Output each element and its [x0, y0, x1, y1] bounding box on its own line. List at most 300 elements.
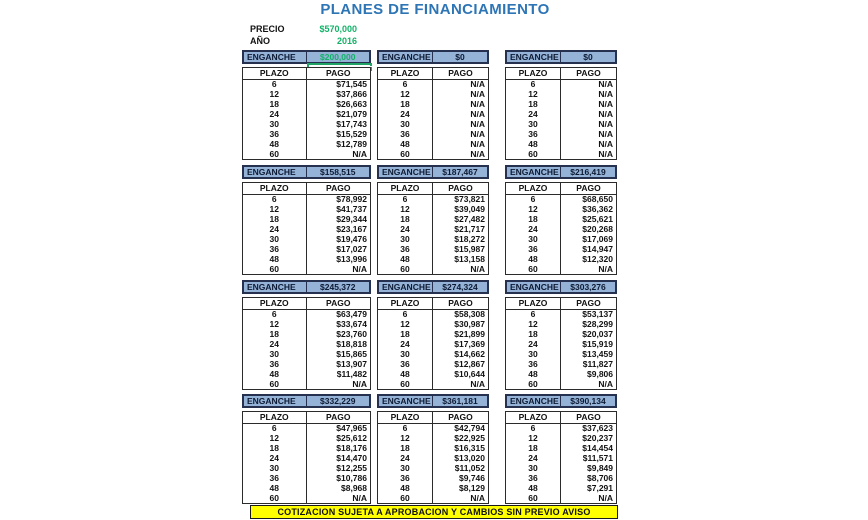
table-row [378, 350, 488, 360]
plazo-cell: 60 [378, 493, 433, 503]
table-row [506, 379, 616, 389]
plazo-header: PLAZO [506, 298, 561, 309]
table-row [378, 369, 488, 379]
table-row [378, 264, 488, 274]
table-row [506, 483, 616, 493]
enganche-label: ENGANCHE [379, 282, 433, 292]
payment-table [377, 297, 489, 390]
payment-table [242, 297, 371, 390]
pago-cell: $10,644 [454, 368, 485, 379]
pago-cell: $37,623 [582, 423, 613, 434]
disclaimer-banner: COTIZACION SUJETA A APROBACION Y CAMBIOS SIN PREVIO AVISO [250, 505, 618, 519]
enganche-amount: $187,467 [442, 167, 478, 177]
plazo-cell: 24 [243, 110, 307, 120]
table-row [506, 139, 616, 149]
table-row [378, 464, 488, 474]
table-row [243, 359, 370, 369]
pago-cell: N/A [470, 109, 485, 120]
pago-cell: N/A [598, 109, 613, 120]
plazo-cell: 18 [506, 330, 561, 340]
pago-cell: $68,650 [582, 194, 613, 205]
plazo-cell: 24 [506, 225, 561, 235]
pago-cell: $9,806 [587, 368, 613, 379]
plazo-header: PLAZO [378, 68, 433, 79]
plazo-cell: 18 [506, 444, 561, 454]
plazo-cell: 60 [506, 149, 561, 159]
plazo-cell: 18 [243, 215, 307, 225]
pago-cell: $11,571 [582, 453, 613, 464]
plazo-cell: 6 [378, 310, 433, 320]
enganche-amount: $332,229 [320, 396, 356, 406]
plazo-cell: 60 [378, 264, 433, 274]
plazo-cell: 48 [506, 254, 561, 264]
pago-cell: $29,344 [336, 214, 367, 225]
plazo-cell: 18 [506, 100, 561, 110]
table-row [243, 264, 370, 274]
pago-cell: $8,129 [459, 482, 485, 493]
plazo-cell: 48 [506, 369, 561, 379]
pago-cell: $12,255 [336, 462, 367, 473]
plazo-cell: 30 [506, 120, 561, 130]
pago-cell: $15,865 [336, 348, 367, 359]
plazo-header: PLAZO [378, 412, 433, 423]
payment-table [377, 182, 489, 275]
plazo-cell: 36 [378, 129, 433, 139]
pago-cell: $11,052 [454, 462, 485, 473]
plazo-cell: 48 [506, 483, 561, 493]
pago-cell: N/A [598, 89, 613, 100]
pago-cell: $20,268 [582, 224, 613, 235]
pago-cell: $36,362 [582, 204, 613, 215]
plazo-cell: 24 [506, 454, 561, 464]
plazo-cell: 36 [378, 473, 433, 483]
pago-cell: $17,369 [454, 339, 485, 350]
pago-cell: N/A [598, 148, 613, 159]
enganche-header [377, 394, 489, 408]
table-row [378, 244, 488, 254]
plazo-cell: 60 [243, 149, 307, 159]
pago-cell: N/A [470, 378, 485, 389]
plazo-cell: 48 [243, 483, 307, 493]
table-header-row [378, 412, 488, 424]
pago-cell: $20,237 [582, 433, 613, 444]
enganche-label: ENGANCHE [507, 282, 561, 292]
table-header-row [378, 68, 488, 80]
table-row [506, 244, 616, 254]
enganche-label: ENGANCHE [244, 167, 307, 177]
payment-table [377, 411, 489, 504]
pago-cell: $8,968 [341, 482, 367, 493]
table-row [243, 139, 370, 149]
enganche-header [377, 50, 489, 64]
pago-cell: N/A [598, 138, 613, 149]
enganche-amount: $390,134 [570, 396, 606, 406]
plazo-cell: 12 [506, 320, 561, 330]
plazo-cell: 60 [506, 379, 561, 389]
pago-cell: $15,529 [336, 128, 367, 139]
table-row [243, 149, 370, 159]
plazo-cell: 12 [243, 90, 307, 100]
enganche-header [242, 280, 371, 294]
pago-cell: $18,176 [336, 443, 367, 454]
table-row [243, 235, 370, 245]
pago-cell: $73,821 [454, 194, 485, 205]
pago-cell: N/A [352, 378, 367, 389]
table-header-row [378, 183, 488, 195]
table-row [378, 483, 488, 493]
plazo-cell: 24 [243, 225, 307, 235]
plazo-cell: 30 [378, 235, 433, 245]
plazo-cell: 36 [243, 359, 307, 369]
plazo-cell: 48 [506, 139, 561, 149]
table-header-row [506, 412, 616, 424]
pago-header: PAGO [326, 68, 351, 78]
pago-cell: $13,996 [336, 253, 367, 264]
pago-cell: $21,717 [454, 224, 485, 235]
enganche-label: ENGANCHE [379, 396, 433, 406]
pago-header: PAGO [326, 298, 351, 308]
pago-cell: $12,867 [454, 358, 485, 369]
enganche-amount: $274,324 [442, 282, 478, 292]
pago-cell: $21,899 [454, 329, 485, 340]
pago-cell: $9,746 [459, 472, 485, 483]
pago-cell: $17,743 [336, 118, 367, 129]
table-row [506, 493, 616, 503]
pago-cell: $9,849 [587, 462, 613, 473]
plazo-cell: 18 [378, 330, 433, 340]
plazo-cell: 12 [506, 205, 561, 215]
plazo-cell: 24 [378, 110, 433, 120]
table-header-row [243, 183, 370, 195]
pago-cell: $13,907 [336, 358, 367, 369]
plazo-cell: 36 [506, 129, 561, 139]
plazo-cell: 48 [243, 369, 307, 379]
table-row [506, 264, 616, 274]
plazo-cell: 60 [378, 379, 433, 389]
plazo-cell: 30 [378, 350, 433, 360]
pago-cell: $27,482 [454, 214, 485, 225]
pago-cell: $14,470 [336, 453, 367, 464]
plazo-cell: 30 [243, 235, 307, 245]
pago-header: PAGO [326, 412, 351, 422]
pago-cell: $39,049 [454, 204, 485, 215]
pago-cell: N/A [470, 128, 485, 139]
table-header-row [378, 298, 488, 310]
plazo-cell: 60 [243, 379, 307, 389]
pago-cell: N/A [352, 263, 367, 274]
plazo-cell: 24 [243, 454, 307, 464]
anio-label: AÑO [250, 36, 270, 46]
enganche-amount: $200,000 [320, 52, 356, 62]
table-row [506, 120, 616, 130]
pago-cell: N/A [470, 148, 485, 159]
plazo-cell: 48 [243, 254, 307, 264]
table-row [243, 464, 370, 474]
pago-header: PAGO [576, 298, 601, 308]
enganche-header [377, 280, 489, 294]
pago-cell: $23,167 [336, 224, 367, 235]
pago-cell: $37,866 [336, 89, 367, 100]
table-header-row [243, 68, 370, 80]
plazo-cell: 6 [243, 195, 307, 205]
table-row [243, 473, 370, 483]
plazo-cell: 24 [243, 340, 307, 350]
table-header-row [243, 298, 370, 310]
pago-cell: N/A [470, 263, 485, 274]
enganche-header [377, 165, 489, 179]
table-row [378, 254, 488, 264]
enganche-label: ENGANCHE [379, 52, 433, 62]
plazo-cell: 18 [378, 100, 433, 110]
pago-cell: $13,459 [582, 348, 613, 359]
table-row [243, 379, 370, 389]
table-header-row [506, 183, 616, 195]
pago-cell: $28,299 [582, 319, 613, 330]
enganche-amount: $361,181 [442, 396, 478, 406]
plan-table [505, 50, 617, 160]
pago-cell: $63,479 [336, 309, 367, 320]
pago-cell: $21,079 [336, 109, 367, 120]
plazo-cell: 18 [506, 215, 561, 225]
table-row [506, 235, 616, 245]
plazo-cell: 30 [506, 464, 561, 474]
pago-cell: N/A [470, 118, 485, 129]
pago-cell: $71,545 [336, 79, 367, 90]
plan-table [377, 50, 489, 160]
plazo-cell: 12 [243, 434, 307, 444]
plan-table [377, 280, 489, 390]
table-row [506, 129, 616, 139]
enganche-amount: $0 [455, 52, 465, 62]
payment-table [242, 411, 371, 504]
plazo-header: PLAZO [243, 298, 307, 309]
pago-cell: N/A [352, 148, 367, 159]
enganche-label: ENGANCHE [507, 167, 561, 177]
plan-table [242, 50, 371, 160]
plazo-cell: 48 [378, 254, 433, 264]
page-title: PLANES DE FINANCIAMIENTO [320, 1, 550, 18]
pago-cell: $33,674 [336, 319, 367, 330]
table-header-row [506, 298, 616, 310]
table-row [378, 139, 488, 149]
pago-cell: N/A [470, 89, 485, 100]
plazo-cell: 30 [378, 120, 433, 130]
precio-label: PRECIO [250, 24, 285, 34]
pago-cell: $41,737 [336, 204, 367, 215]
plazo-cell: 12 [378, 205, 433, 215]
enganche-header [505, 394, 617, 408]
pago-cell: $15,919 [582, 339, 613, 350]
pago-cell: $17,069 [582, 233, 613, 244]
enganche-amount: $158,515 [320, 167, 356, 177]
plazo-header: PLAZO [506, 412, 561, 423]
pago-cell: $23,760 [336, 329, 367, 340]
pago-header: PAGO [448, 298, 473, 308]
table-row [243, 120, 370, 130]
enganche-label: ENGANCHE [244, 282, 307, 292]
pago-cell: $8,706 [587, 472, 613, 483]
enganche-header [505, 280, 617, 294]
table-row [378, 493, 488, 503]
anio-value: 2016 [336, 36, 357, 46]
plazo-cell: 6 [243, 424, 307, 434]
pago-cell: N/A [598, 118, 613, 129]
plazo-cell: 30 [243, 120, 307, 130]
enganche-label: ENGANCHE [507, 52, 561, 62]
pago-cell: $78,992 [336, 194, 367, 205]
table-row [378, 235, 488, 245]
pago-cell: $53,137 [582, 309, 613, 320]
payment-table [242, 67, 371, 160]
table-row [506, 350, 616, 360]
enganche-label: ENGANCHE [379, 167, 433, 177]
table-row [506, 359, 616, 369]
enganche-header [505, 50, 617, 64]
table-row [378, 149, 488, 159]
plazo-cell: 36 [378, 359, 433, 369]
enganche-label: ENGANCHE [244, 52, 307, 62]
plazo-header: PLAZO [506, 183, 561, 194]
pago-header: PAGO [576, 183, 601, 193]
pago-cell: N/A [598, 378, 613, 389]
pago-cell: $19,476 [336, 233, 367, 244]
table-header-row [506, 68, 616, 80]
plazo-cell: 18 [243, 100, 307, 110]
plazo-cell: 36 [506, 359, 561, 369]
plan-table [505, 394, 617, 504]
plazo-header: PLAZO [243, 68, 307, 79]
table-row [506, 254, 616, 264]
plazo-cell: 24 [378, 225, 433, 235]
plazo-cell: 6 [378, 424, 433, 434]
plan-table [242, 165, 371, 275]
pago-cell: $17,027 [336, 243, 367, 254]
pago-header: PAGO [448, 183, 473, 193]
table-row [378, 359, 488, 369]
plazo-cell: 60 [506, 264, 561, 274]
pago-cell: N/A [470, 99, 485, 110]
payment-table [505, 67, 617, 160]
enganche-amount: $303,276 [570, 282, 606, 292]
pago-header: PAGO [576, 412, 601, 422]
plazo-cell: 18 [378, 215, 433, 225]
plazo-cell: 48 [378, 369, 433, 379]
pago-cell: $14,662 [454, 348, 485, 359]
plazo-cell: 30 [243, 464, 307, 474]
plazo-cell: 6 [243, 80, 307, 90]
enganche-header [242, 165, 371, 179]
plan-table [505, 165, 617, 275]
enganche-header [505, 165, 617, 179]
pago-cell: N/A [598, 79, 613, 90]
precio-value: $570,000 [319, 24, 357, 34]
table-header-row [243, 412, 370, 424]
pago-cell: $15,987 [454, 243, 485, 254]
table-row [243, 254, 370, 264]
pago-header: PAGO [448, 412, 473, 422]
pago-cell: $58,308 [454, 309, 485, 320]
pago-cell: $11,482 [336, 368, 367, 379]
plazo-cell: 6 [506, 424, 561, 434]
pago-cell: N/A [470, 492, 485, 503]
plazo-cell: 12 [378, 320, 433, 330]
pago-cell: $14,454 [582, 443, 613, 454]
plan-table [242, 280, 371, 390]
payment-table [505, 182, 617, 275]
payment-table [242, 182, 371, 275]
plazo-cell: 48 [378, 483, 433, 493]
pago-cell: $18,818 [336, 339, 367, 350]
plazo-cell: 12 [243, 205, 307, 215]
pago-cell: $42,794 [454, 423, 485, 434]
plazo-cell: 24 [506, 110, 561, 120]
plazo-cell: 60 [378, 149, 433, 159]
plazo-header: PLAZO [378, 183, 433, 194]
enganche-amount: $0 [583, 52, 593, 62]
pago-cell: $22,925 [454, 433, 485, 444]
pago-header: PAGO [448, 68, 473, 78]
table-row [506, 369, 616, 379]
plazo-cell: 30 [243, 350, 307, 360]
table-row [243, 493, 370, 503]
plazo-cell: 6 [506, 80, 561, 90]
plazo-cell: 24 [378, 340, 433, 350]
plazo-cell: 18 [243, 330, 307, 340]
pago-cell: $25,621 [582, 214, 613, 225]
pago-cell: $12,789 [336, 138, 367, 149]
plazo-cell: 36 [243, 473, 307, 483]
plazo-cell: 24 [378, 454, 433, 464]
plazo-header: PLAZO [506, 68, 561, 79]
pago-cell: $12,320 [582, 253, 613, 264]
pago-cell: $10,786 [336, 472, 367, 483]
plazo-cell: 30 [378, 464, 433, 474]
plazo-cell: 36 [506, 244, 561, 254]
pago-header: PAGO [576, 68, 601, 78]
plazo-header: PLAZO [378, 298, 433, 309]
plan-table [377, 165, 489, 275]
payment-table [505, 297, 617, 390]
pago-cell: N/A [598, 492, 613, 503]
plazo-cell: 6 [378, 195, 433, 205]
enganche-amount: $216,419 [570, 167, 606, 177]
plazo-cell: 12 [378, 434, 433, 444]
pago-cell: $13,158 [454, 253, 485, 264]
table-row [243, 483, 370, 493]
plazo-cell: 36 [378, 244, 433, 254]
plazo-cell: 6 [506, 310, 561, 320]
pago-cell: N/A [352, 492, 367, 503]
plazo-cell: 24 [506, 340, 561, 350]
table-row [378, 379, 488, 389]
plazo-cell: 60 [243, 493, 307, 503]
enganche-label: ENGANCHE [244, 396, 307, 406]
pago-cell: $20,037 [582, 329, 613, 340]
plazo-cell: 30 [506, 235, 561, 245]
plazo-cell: 18 [378, 444, 433, 454]
table-row [506, 149, 616, 159]
pago-cell: $47,965 [336, 423, 367, 434]
plazo-cell: 60 [506, 493, 561, 503]
pago-cell: N/A [470, 79, 485, 90]
enganche-label: ENGANCHE [507, 396, 561, 406]
plazo-cell: 48 [243, 139, 307, 149]
pago-cell: N/A [598, 99, 613, 110]
plazo-cell: 60 [243, 264, 307, 274]
plazo-cell: 12 [506, 90, 561, 100]
enganche-header [242, 50, 371, 64]
plan-table [505, 280, 617, 390]
